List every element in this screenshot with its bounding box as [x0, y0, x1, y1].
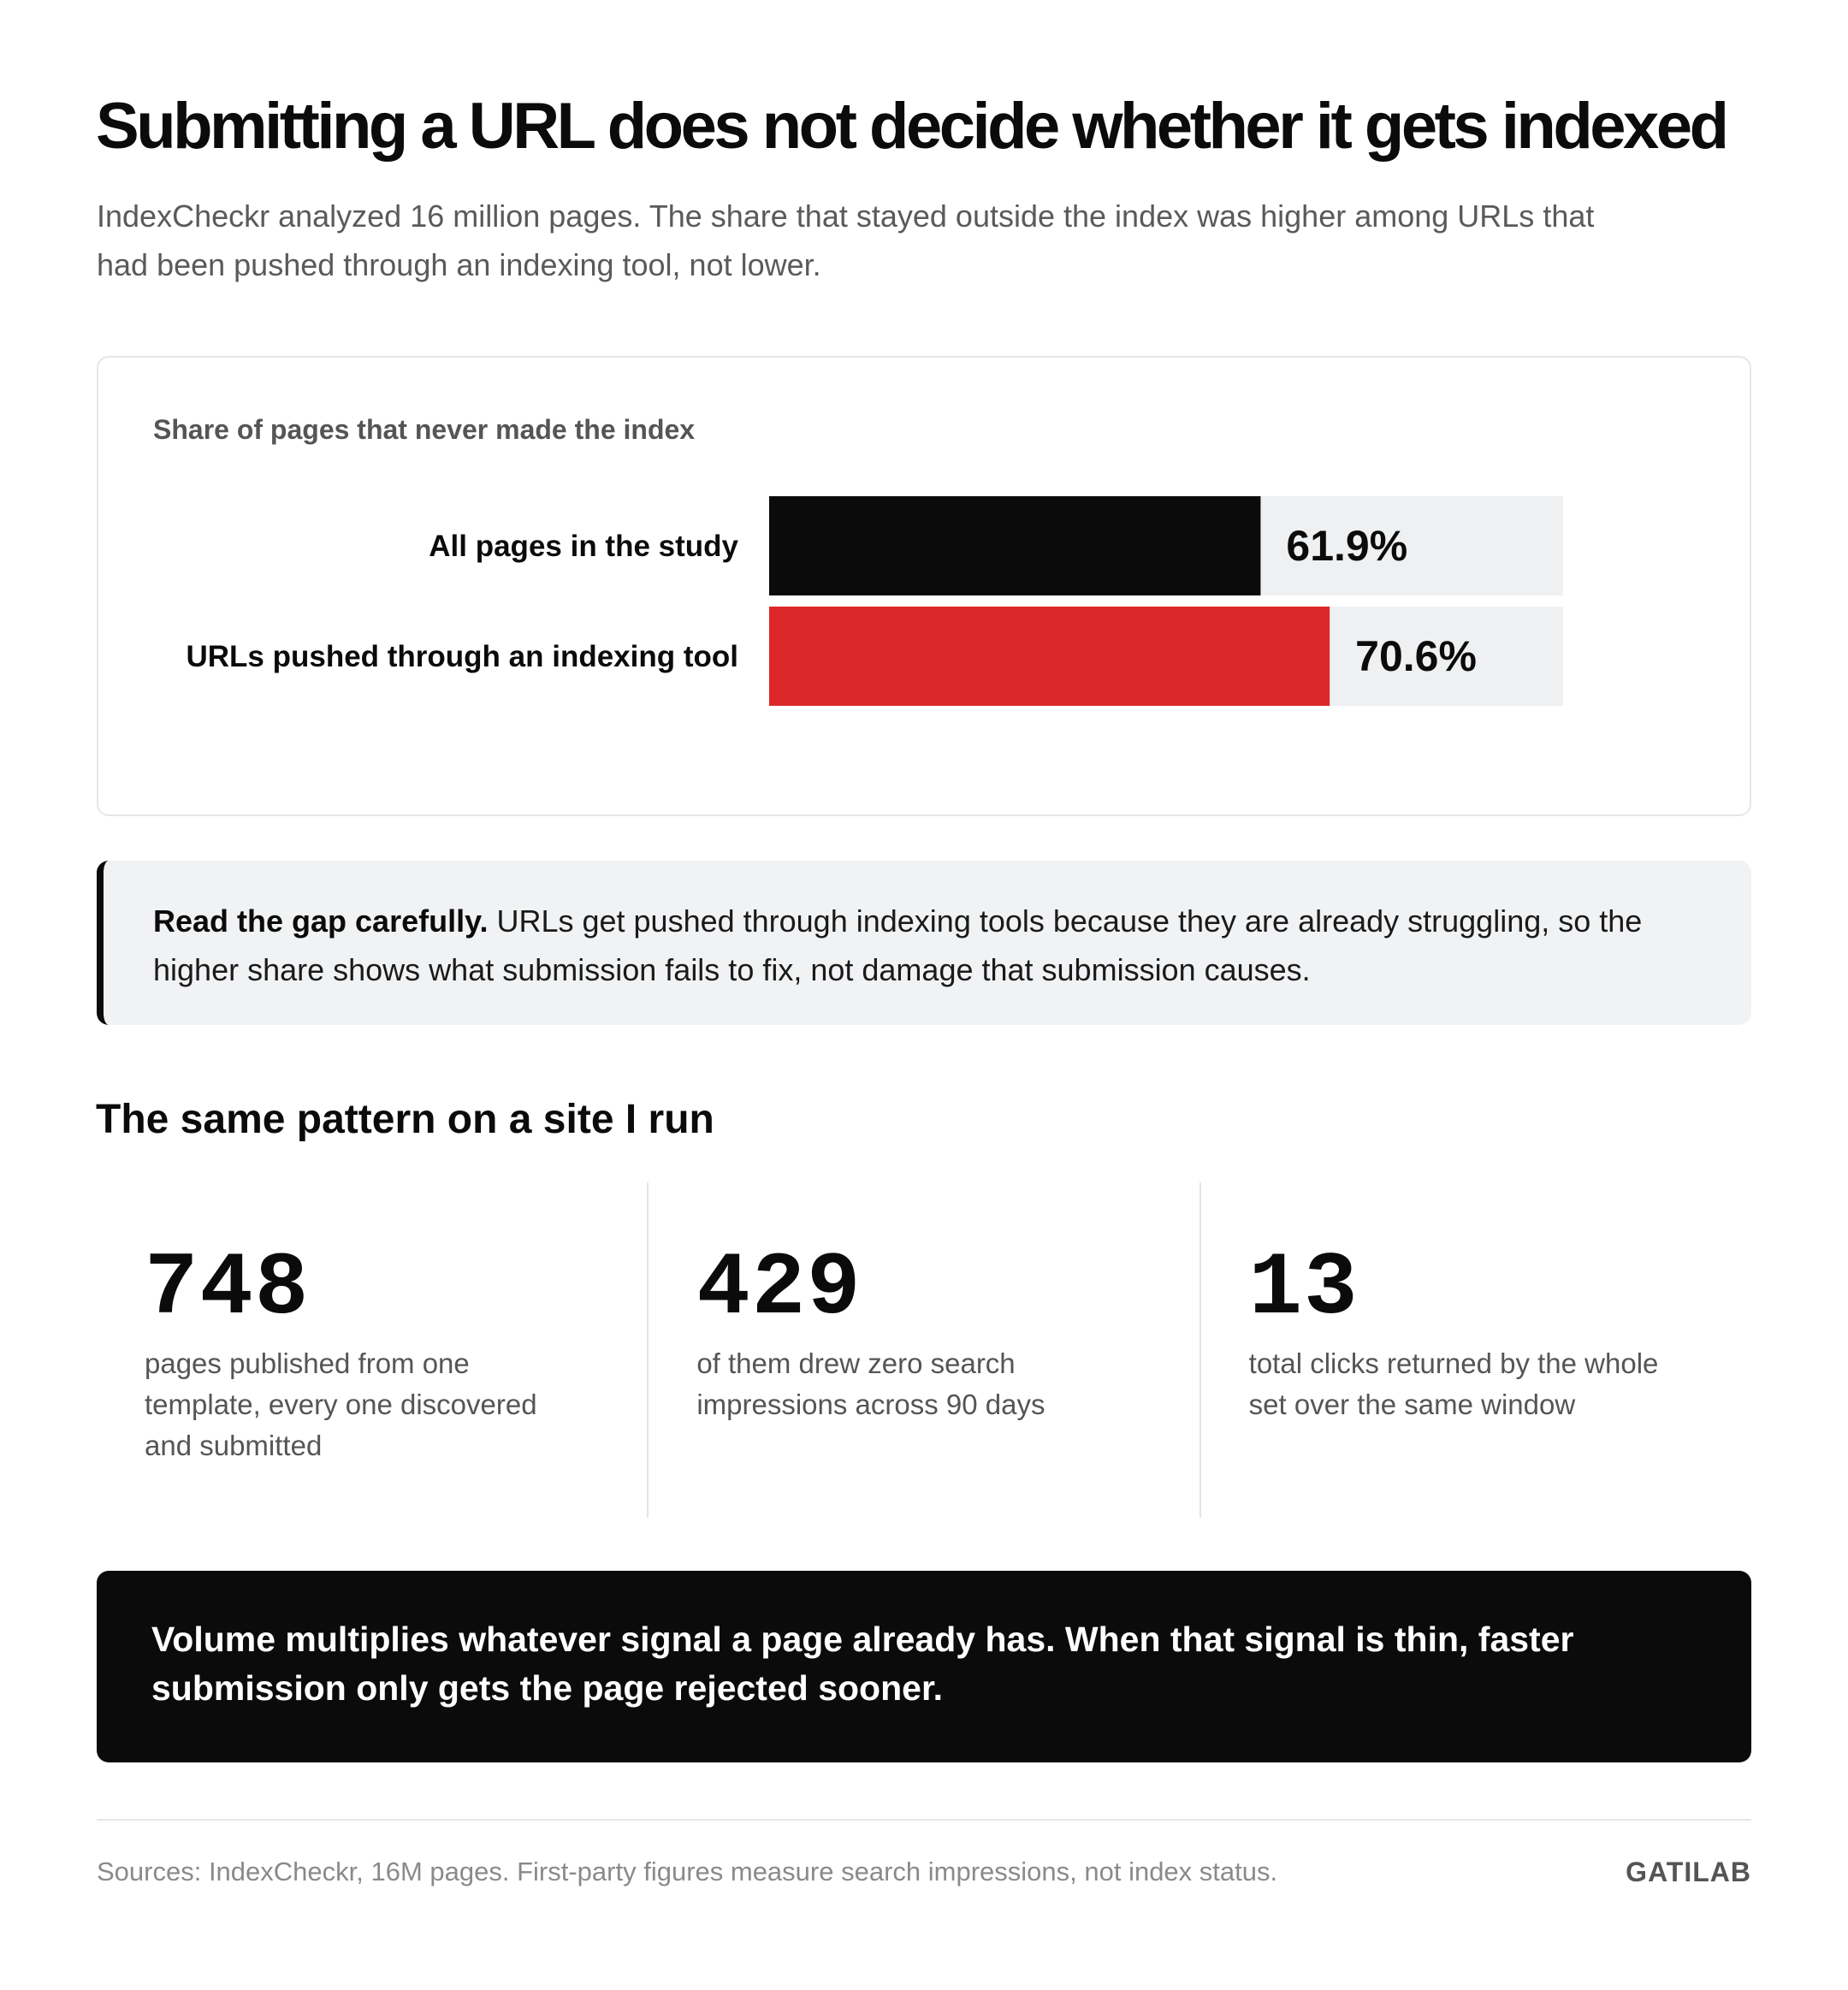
callout-body: URLs get pushed through indexing tools because they are already struggling, so the higher share shows what submission fails to fix, not damage that submission causes.: [153, 903, 1643, 987]
category-label: All pages in the study: [429, 530, 738, 563]
stat-value: 13: [1248, 1239, 1359, 1340]
data-label: 61.9%: [1286, 522, 1408, 570]
footer-divider: [97, 1819, 1751, 1821]
stat-total-clicks: [1199, 1182, 1751, 1518]
stats-row: [97, 1182, 1751, 1518]
stat-zero-impressions: [647, 1182, 1199, 1518]
callout-lead: Read the gap carefully.: [153, 903, 489, 939]
stat-value: 748: [145, 1239, 311, 1340]
bar: [769, 496, 1260, 595]
footer-sources: Sources: IndexCheckr, 16M pages. First-party figures measure search impressions, not index status.: [97, 1857, 1278, 1886]
section-title: The same pattern on a site I run: [96, 1097, 714, 1142]
footer-brand-logo: GATILAB: [1626, 1857, 1751, 1887]
callout-box: [97, 861, 1751, 1025]
chart-card: [97, 356, 1751, 816]
page-title: Submitting a URL does not decide whether it gets indexed: [96, 90, 1727, 163]
page-subtitle: IndexCheckr analyzed 16 million pages. The share that stayed outside the index was higher among URLs that had been pushed through an indexing tool, not lower.: [97, 198, 1595, 282]
chart-title: Share of pages that never made the index: [153, 414, 696, 445]
takeaway-banner: Volume multiplies whatever signal a page already has. When that signal is thin, faster submission only gets the page rejected sooner.: [97, 1571, 1751, 1762]
data-label: 70.6%: [1355, 632, 1477, 680]
stat-label: total clicks returned by the whole set over the same window: [1248, 1347, 1659, 1420]
stat-label: pages published from one template, every one discovered and submitted: [145, 1347, 537, 1461]
stat-label: of them drew zero search impressions across 90 days: [696, 1347, 1045, 1420]
category-label: URLs pushed through an indexing tool: [186, 640, 738, 673]
bar: [769, 607, 1330, 706]
stat-value: 429: [696, 1239, 862, 1340]
stat-pages-published: [97, 1182, 647, 1518]
bar-chart: [98, 358, 1750, 814]
